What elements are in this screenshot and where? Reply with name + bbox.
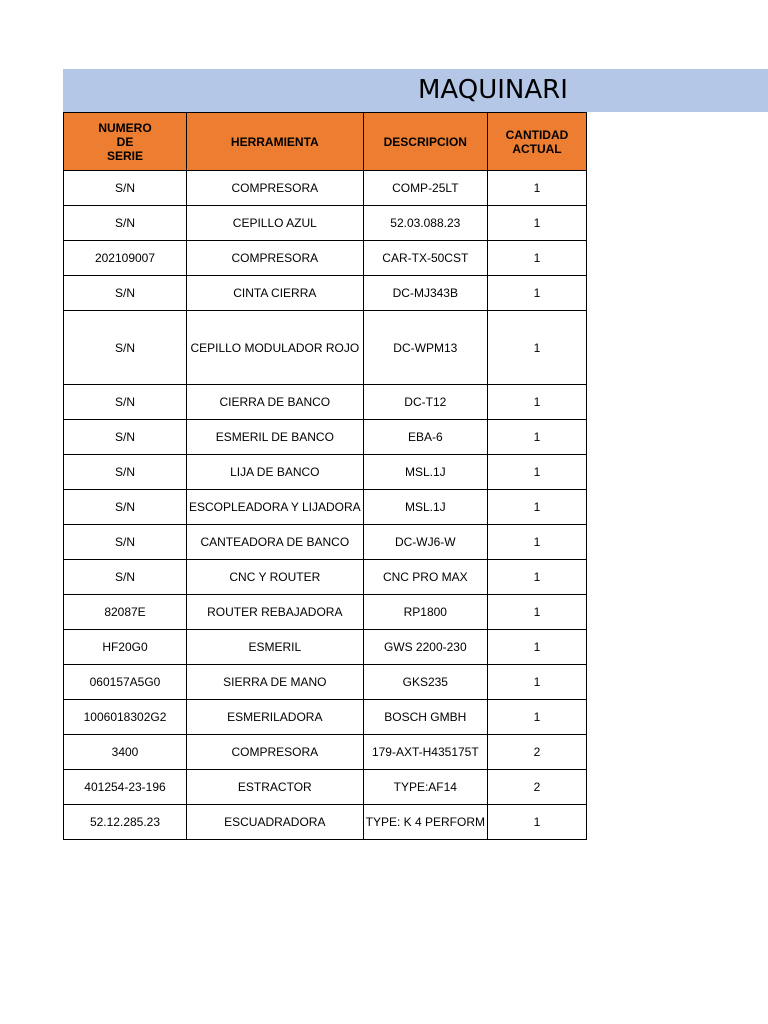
table-row [64,525,587,560]
cell-tool[interactable]: LIJA DE BANCO [187,455,364,490]
table-row [64,455,587,490]
table-row [64,700,587,735]
cell-serial[interactable]: 1006018302G2 [64,700,187,735]
cell-serial[interactable]: S/N [64,525,187,560]
cell-description[interactable]: BOSCH GMBH [363,700,487,735]
cell-description[interactable]: CNC PRO MAX [363,560,487,595]
cell-tool[interactable]: CIERRA DE BANCO [187,385,364,420]
cell-quantity[interactable]: 1 [487,206,586,241]
cell-quantity[interactable]: 1 [487,700,586,735]
table-row [64,420,587,455]
cell-quantity[interactable]: 1 [487,420,586,455]
cell-quantity[interactable]: 1 [487,385,586,420]
cell-tool[interactable]: ESTRACTOR [187,770,364,805]
inventory-table [63,112,587,840]
cell-tool[interactable]: ESCOPLEADORA Y LIJADORA [187,490,364,525]
cell-quantity[interactable]: 1 [487,455,586,490]
cell-description[interactable]: 52.03.088.23 [363,206,487,241]
cell-description[interactable]: TYPE: K 4 PERFORM [363,805,487,840]
header-row [64,113,587,171]
table-row [64,311,587,385]
cell-quantity[interactable]: 1 [487,490,586,525]
cell-quantity[interactable]: 1 [487,665,586,700]
cell-serial[interactable]: S/N [64,311,187,385]
cell-tool[interactable]: SIERRA DE MANO [187,665,364,700]
cell-serial[interactable]: S/N [64,206,187,241]
header-quantity[interactable]: CANTIDAD ACTUAL [487,113,586,171]
cell-description[interactable]: CAR-TX-50CST [363,241,487,276]
cell-serial[interactable]: S/N [64,455,187,490]
cell-serial[interactable]: S/N [64,490,187,525]
cell-description[interactable]: MSL.1J [363,455,487,490]
cell-tool[interactable]: ESCUADRADORA [187,805,364,840]
cell-tool[interactable]: ROUTER REBAJADORA [187,595,364,630]
cell-description[interactable]: DC-MJ343B [363,276,487,311]
table-row [64,490,587,525]
cell-tool[interactable]: CANTEADORA DE BANCO [187,525,364,560]
cell-tool[interactable]: CNC Y ROUTER [187,560,364,595]
cell-tool[interactable]: ESMERIL [187,630,364,665]
cell-quantity[interactable]: 2 [487,770,586,805]
cell-tool[interactable]: ESMERILADORA [187,700,364,735]
cell-tool[interactable]: COMPRESORA [187,735,364,770]
cell-description[interactable]: TYPE:AF14 [363,770,487,805]
cell-serial[interactable]: S/N [64,420,187,455]
cell-quantity[interactable]: 1 [487,311,586,385]
table-row [64,206,587,241]
cell-description[interactable]: DC-WJ6-W [363,525,487,560]
cell-quantity[interactable]: 1 [487,630,586,665]
cell-quantity[interactable]: 1 [487,525,586,560]
sheet-title: MAQUINARI [418,75,568,105]
cell-quantity[interactable]: 1 [487,805,586,840]
cell-serial[interactable]: 82087E [64,595,187,630]
cell-tool[interactable]: CINTA CIERRA [187,276,364,311]
table-row [64,770,587,805]
table-row [64,276,587,311]
cell-tool[interactable]: ESMERIL DE BANCO [187,420,364,455]
cell-serial[interactable]: S/N [64,171,187,206]
cell-description[interactable]: MSL.1J [363,490,487,525]
table-row [64,241,587,276]
table-row [64,805,587,840]
cell-description[interactable]: EBA-6 [363,420,487,455]
cell-quantity[interactable]: 2 [487,735,586,770]
table-row [64,630,587,665]
cell-description[interactable]: GKS235 [363,665,487,700]
cell-description[interactable]: RP1800 [363,595,487,630]
header-serial[interactable]: NUMERO DE SERIE [64,113,187,171]
table-row [64,735,587,770]
header-tool[interactable]: HERRAMIENTA [187,113,364,171]
cell-serial[interactable]: 401254-23-196 [64,770,187,805]
title-band [63,69,768,112]
cell-tool[interactable]: CEPILLO AZUL [187,206,364,241]
cell-quantity[interactable]: 1 [487,276,586,311]
cell-serial[interactable]: HF20G0 [64,630,187,665]
cell-serial[interactable]: 52.12.285.23 [64,805,187,840]
table-row [64,665,587,700]
cell-quantity[interactable]: 1 [487,241,586,276]
cell-quantity[interactable]: 1 [487,171,586,206]
cell-quantity[interactable]: 1 [487,560,586,595]
cell-tool[interactable]: COMPRESORA [187,241,364,276]
cell-description[interactable]: 179-AXT-H435175T [363,735,487,770]
cell-serial[interactable]: 202109007 [64,241,187,276]
table-row [64,560,587,595]
cell-serial[interactable]: 3400 [64,735,187,770]
cell-serial[interactable]: 060157A5G0 [64,665,187,700]
cell-serial[interactable]: S/N [64,385,187,420]
header-description[interactable]: DESCRIPCION [363,113,487,171]
table-row [64,385,587,420]
cell-quantity[interactable]: 1 [487,595,586,630]
table-row [64,171,587,206]
cell-description[interactable]: DC-WPM13 [363,311,487,385]
cell-description[interactable]: GWS 2200-230 [363,630,487,665]
table-row [64,595,587,630]
cell-serial[interactable]: S/N [64,276,187,311]
cell-description[interactable]: DC-T12 [363,385,487,420]
cell-tool[interactable]: COMPRESORA [187,171,364,206]
cell-description[interactable]: COMP-25LT [363,171,487,206]
cell-tool[interactable]: CEPILLO MODULADOR ROJO [187,311,364,385]
cell-serial[interactable]: S/N [64,560,187,595]
